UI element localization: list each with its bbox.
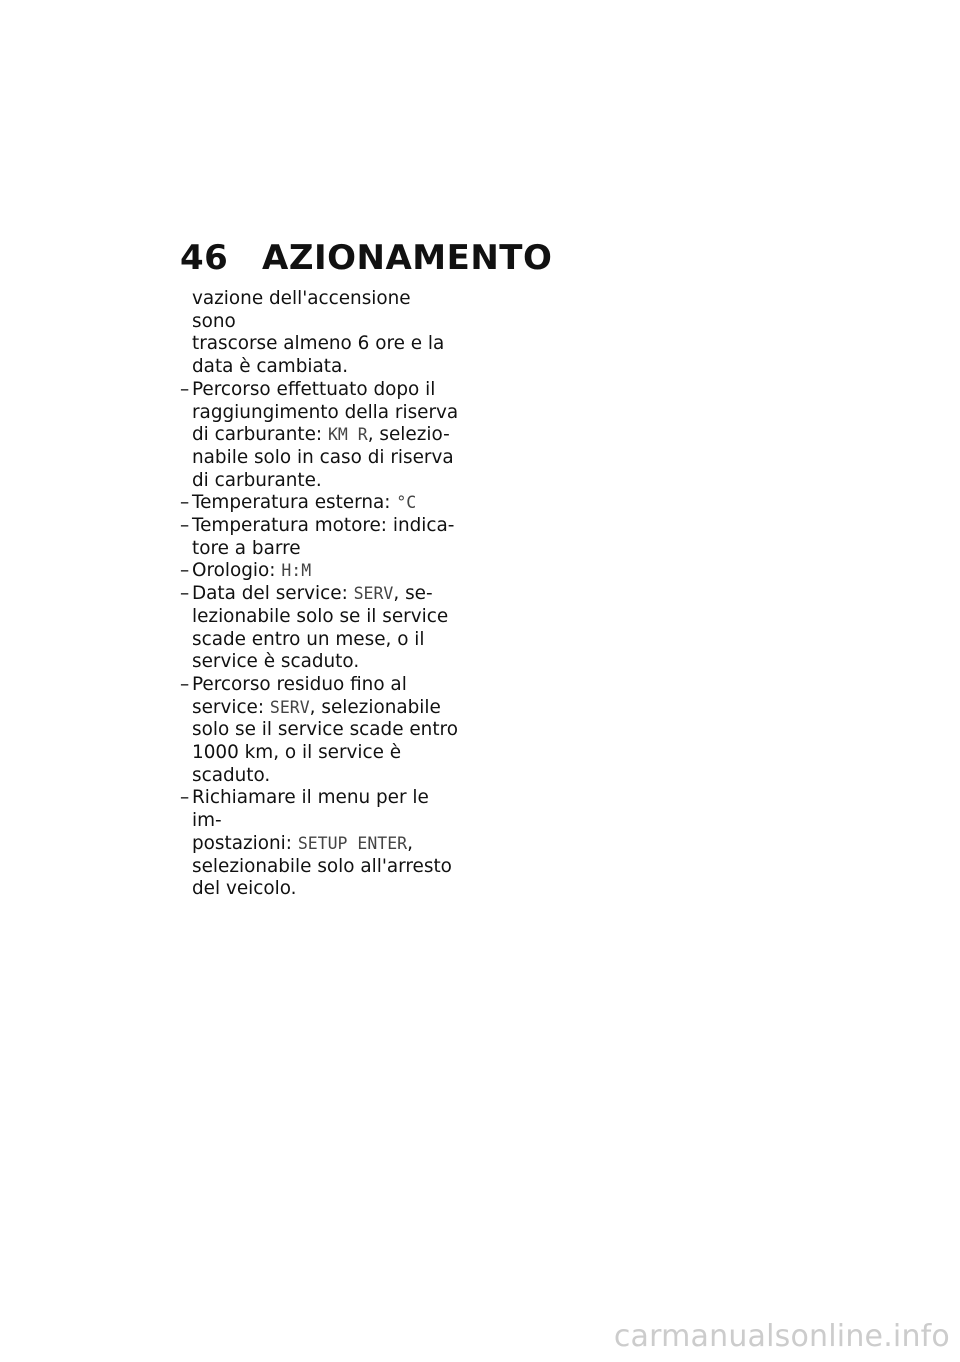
list-item bbox=[180, 515, 460, 560]
text-line: di carburante. bbox=[192, 469, 322, 491]
text-line: selezionabile solo all'arresto bbox=[192, 855, 452, 877]
list-item bbox=[180, 787, 460, 901]
text-line bbox=[192, 424, 460, 447]
text-line: nabile solo in caso di riserva bbox=[192, 446, 454, 468]
item-text: Temperatura esterna: bbox=[192, 492, 397, 514]
item-text: Orologio: bbox=[192, 560, 282, 582]
text-line: lezionabile solo se il service bbox=[192, 605, 449, 627]
item-text: postazioni: bbox=[192, 832, 298, 854]
text-line: del veicolo. bbox=[192, 878, 297, 900]
text-line bbox=[192, 492, 460, 515]
text-line bbox=[192, 515, 460, 538]
text-line bbox=[192, 697, 460, 720]
dash-bullet: – bbox=[180, 378, 190, 400]
item-text: Percorso effettuato dopo il bbox=[192, 378, 436, 400]
item-text: , se- bbox=[393, 583, 433, 605]
watermark: carmanualsonline.info bbox=[613, 1319, 950, 1354]
text-line: service è scaduto. bbox=[192, 651, 360, 673]
section-title: AZIONAMENTO bbox=[262, 238, 553, 278]
item-text: Temperatura motore: indica- bbox=[192, 515, 455, 537]
display-code: SETUP ENTER bbox=[297, 833, 408, 853]
body-text bbox=[180, 288, 460, 901]
list-item bbox=[180, 492, 460, 515]
item-text: Percorso residuo fino al bbox=[192, 673, 407, 695]
text-line bbox=[192, 560, 460, 583]
dash-bullet: – bbox=[180, 492, 190, 514]
display-code: SERV bbox=[353, 584, 394, 604]
list-item-continuation bbox=[180, 288, 460, 379]
item-text: , selezio- bbox=[367, 424, 450, 446]
display-code: °C bbox=[396, 493, 417, 513]
text-line bbox=[192, 379, 460, 402]
text-line: trascorse almeno 6 ore e la bbox=[192, 333, 445, 355]
page-header bbox=[180, 238, 552, 282]
item-text: service: bbox=[192, 696, 270, 718]
text-line bbox=[192, 787, 460, 832]
text-line: solo se il service scade entro bbox=[192, 719, 458, 741]
text-line: tore a barre bbox=[192, 537, 301, 559]
text-line bbox=[192, 833, 460, 856]
dash-bullet: – bbox=[180, 673, 190, 695]
text-line: scade entro un mese, o il bbox=[192, 628, 425, 650]
text-line bbox=[192, 583, 460, 606]
page-number: 46 bbox=[180, 238, 229, 278]
dash-bullet: – bbox=[180, 560, 190, 582]
text-line: data è cambiata. bbox=[192, 356, 349, 378]
list-item bbox=[180, 560, 460, 583]
dash-bullet: – bbox=[180, 787, 190, 809]
list-item bbox=[180, 379, 460, 493]
list-item bbox=[180, 674, 460, 788]
item-text: Data del service: bbox=[192, 583, 354, 605]
list-item bbox=[180, 583, 460, 674]
item-text: , selezionabile bbox=[309, 696, 441, 718]
item-text: , bbox=[407, 832, 413, 854]
text-line: vazione dell'accensione sono bbox=[192, 288, 411, 332]
display-code: KM R bbox=[327, 425, 368, 445]
text-line: raggiungimento della riserva bbox=[192, 401, 459, 423]
display-code: SERV bbox=[269, 697, 310, 717]
text-line bbox=[192, 674, 460, 697]
item-text: Richiamare il menu per le im- bbox=[192, 787, 429, 832]
item-text: di carburante: bbox=[192, 424, 328, 446]
dash-bullet: – bbox=[180, 583, 190, 605]
text-line: 1000 km, o il service è bbox=[192, 742, 402, 764]
dash-bullet: – bbox=[180, 515, 190, 537]
text-line: scaduto. bbox=[192, 764, 271, 786]
display-code: H:M bbox=[281, 561, 312, 581]
